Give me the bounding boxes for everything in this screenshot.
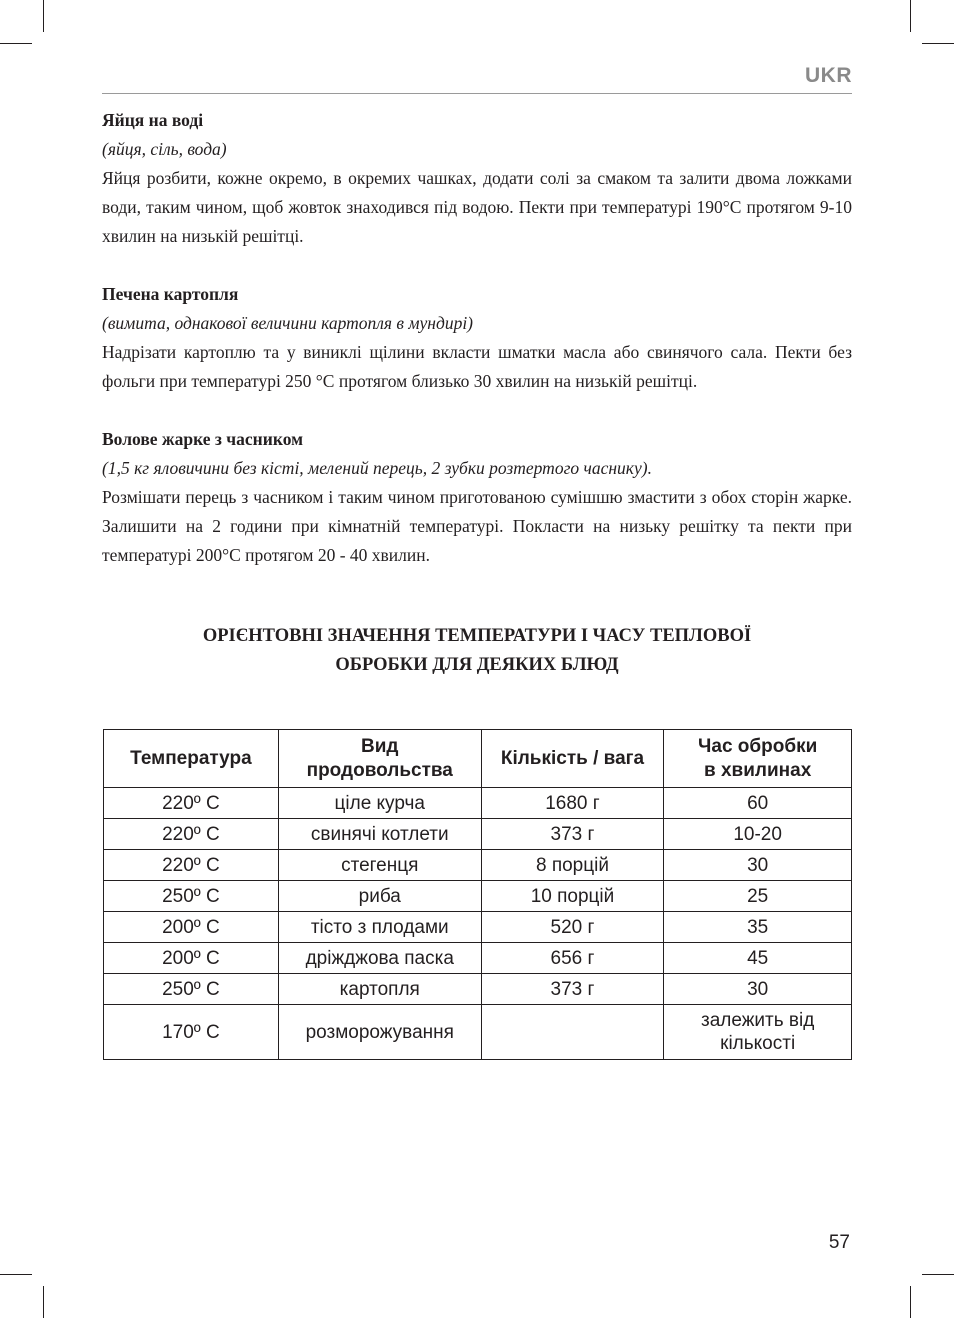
cell-temperature: 220º С [104, 850, 279, 881]
table-section-title [102, 622, 852, 680]
cell-quantity: 520 г [481, 912, 664, 943]
table-row [104, 850, 852, 881]
table-row [104, 819, 852, 850]
recipes-section [102, 106, 852, 599]
table-row [104, 788, 852, 819]
cell-time: 25 [664, 881, 852, 912]
recipe-ingredients: (вимита, однакової величини картопля в мундирі) [102, 313, 474, 333]
crop-mark-bottom-right-vertical [910, 1286, 911, 1318]
recipe-title: Печена картопля [102, 284, 239, 304]
crop-mark-top-left-vertical [43, 0, 44, 32]
recipe-title: Волове жарке з часником [102, 429, 304, 449]
cell-temperature: 220º С [104, 788, 279, 819]
cell-temperature: 200º С [104, 912, 279, 943]
cell-quantity: 8 порцій [481, 850, 664, 881]
cell-food: розморожування [278, 1005, 481, 1060]
cell-temperature: 170º С [104, 1005, 279, 1060]
cell-time: 60 [664, 788, 852, 819]
table-row [104, 974, 852, 1005]
crop-mark-bottom-left-vertical [43, 1286, 44, 1318]
cell-quantity: 373 г [481, 819, 664, 850]
table-row [104, 881, 852, 912]
cell-temperature: 250º С [104, 881, 279, 912]
cell-quantity: 10 порцій [481, 881, 664, 912]
header-divider [102, 93, 852, 94]
cooking-times-table [103, 729, 852, 1060]
recipe-ingredients: (1,5 кг яловичини без кісті, мелений перець, 2 зубки розтертого часнику). [102, 458, 652, 478]
crop-mark-top-right-horizontal [922, 43, 954, 44]
cell-time: 45 [664, 943, 852, 974]
cell-temperature: 220º С [104, 819, 279, 850]
table-header-row [104, 730, 852, 788]
header-time: Час обробки в хвилинах [664, 730, 852, 788]
header-quantity: Кількість / вага [481, 730, 664, 788]
header-food-type: Вид продовольства [278, 730, 481, 788]
recipe-eggs [102, 106, 852, 251]
crop-mark-top-right-vertical [910, 0, 911, 32]
recipe-title: Яйця на воді [102, 110, 204, 130]
cell-food: картопля [278, 974, 481, 1005]
cell-food: ціле курча [278, 788, 481, 819]
cell-time: 30 [664, 974, 852, 1005]
cell-time: 10-20 [664, 819, 852, 850]
cell-temperature: 250º С [104, 974, 279, 1005]
cell-temperature: 200º С [104, 943, 279, 974]
table-row [104, 943, 852, 974]
recipe-baked-potatoes [102, 280, 852, 396]
cell-quantity: 656 г [481, 943, 664, 974]
recipe-instructions: Надрізати картоплю та у виниклі щілини вкласти шматки масла або свинячого сала. Пекти без фольги при температурі 250 °С протягом близько 30 хвилин на низькій решітці. [102, 342, 852, 391]
language-label: UKR [805, 64, 852, 87]
cell-quantity [481, 1005, 664, 1060]
cell-food: дріжджова паска [278, 943, 481, 974]
table-row [104, 1005, 852, 1060]
section-title-line-2: ОБРОБКИ ДЛЯ ДЕЯКИХ БЛЮД [335, 655, 619, 675]
recipe-instructions: Розмішати перець з часником і таким чином приготованою сумішшю змастити з обох сторін жарке. Залишити на 2 години при кімнатній температурі. Покласти на низьку решітку та пекти при температурі 200°С протягом 20 - 40 хвилин. [102, 487, 852, 565]
recipe-instructions: Яйця розбити, кожне окремо, в окремих чашках, додати солі за смаком та залити двома ложками води, таким чином, щоб жовток знаходився під водою. Пекти при температурі 190°С протягом 9-10 хвилин на низькій решітці. [102, 168, 852, 246]
cell-quantity: 1680 г [481, 788, 664, 819]
recipe-beef-roast [102, 425, 852, 570]
cell-time: 30 [664, 850, 852, 881]
cell-food: тісто з плодами [278, 912, 481, 943]
crop-mark-bottom-right-horizontal [922, 1274, 954, 1275]
header-temperature: Температура [104, 730, 279, 788]
table-row [104, 912, 852, 943]
crop-mark-bottom-left-horizontal [0, 1274, 32, 1275]
recipe-ingredients: (яйця, сіль, вода) [102, 139, 227, 159]
crop-mark-top-left-horizontal [0, 43, 32, 44]
cell-food: стегенця [278, 850, 481, 881]
cell-time: залежить від кількості [664, 1005, 852, 1060]
cell-food: риба [278, 881, 481, 912]
page-number: 57 [828, 1232, 850, 1253]
cell-time: 35 [664, 912, 852, 943]
cell-quantity: 373 г [481, 974, 664, 1005]
cell-food: свинячі котлети [278, 819, 481, 850]
section-title-line-1: ОРІЄНТОВНІ ЗНАЧЕННЯ ТЕМПЕРАТУРИ І ЧАСУ ТЕПЛОВОЇ [202, 626, 752, 646]
